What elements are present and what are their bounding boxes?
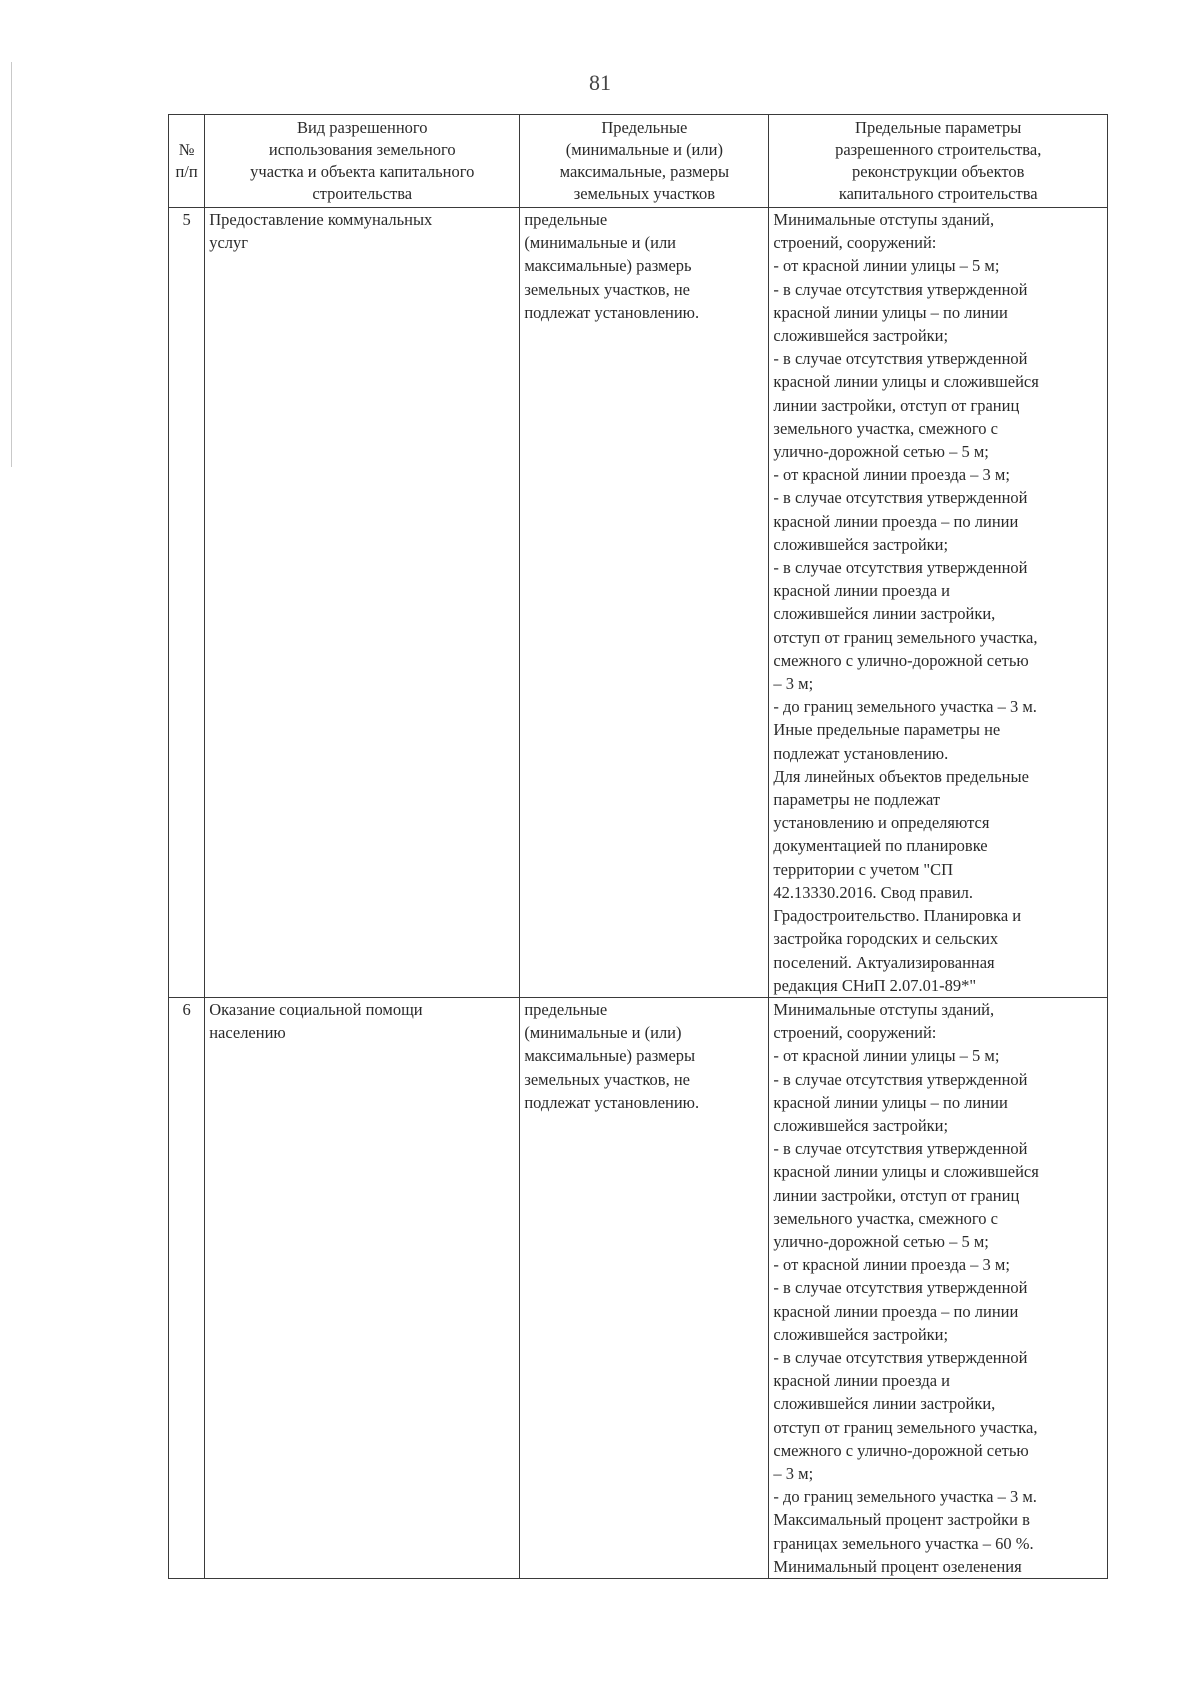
row-construction-parameters (769, 208, 1108, 998)
row-number: 6 (169, 997, 205, 1578)
text-line: земельного участка, смежного с (773, 418, 998, 438)
text-line: Минимальные отступы зданий, (773, 999, 995, 1019)
text-line: - в случае отсутствия утвержденной (773, 1069, 1028, 1089)
text-line: подлежат установлению. (524, 302, 700, 322)
text-line: (минимальные и (или (524, 233, 677, 253)
text-line: сложившейся застройки; (773, 534, 949, 554)
text-line: Предоставление коммунальных (209, 210, 433, 229)
text-line: - в случае отсутствия утвержденной (773, 1139, 1028, 1159)
text-line: - в случае отсутствия утвержденной (773, 349, 1028, 369)
text-line: - в случае отсутствия утвержденной (773, 1347, 1028, 1367)
text-line: территории с учетом "СП (773, 859, 954, 879)
zoning-regulations-table (168, 114, 1108, 1579)
text-line: использования земельного (268, 140, 456, 159)
text-line: населению (209, 1023, 286, 1043)
text-line: строительства (312, 184, 413, 203)
text-line: 42.13330.2016. Свод правил. (773, 882, 974, 902)
text-line: красной линии улицы и сложившейся (773, 1162, 1039, 1182)
text-line: красной линии улицы – по линии (773, 1092, 1008, 1112)
text-line: земельных участков, не (524, 1069, 690, 1089)
text-line: услуг (209, 233, 249, 253)
text-line: редакция СНиП 2.07.01-89*" (773, 975, 977, 995)
row-land-use-type (205, 208, 520, 998)
text-line: (минимальные и (или) (565, 140, 723, 159)
text-line: красной линии улицы – по линии (773, 302, 1008, 322)
text-line: - в случае отсутствия утвержденной (773, 279, 1028, 299)
text-line: границах земельного участка – 60 %. (773, 1533, 1034, 1553)
text-line: Градостроительство. Планировка и (773, 906, 1022, 926)
text-line: установлению и определяются (773, 813, 990, 833)
text-line: земельного участка, смежного с (773, 1208, 998, 1228)
text-line: красной линии проезда и (773, 581, 950, 601)
text-line: застройка городских и сельских (773, 929, 999, 949)
text-line: сложившейся линии застройки, (773, 604, 996, 624)
text-line: - от красной линии улицы – 5 м; (773, 1046, 1000, 1066)
text-line: Предельные параметры (855, 118, 1022, 137)
table-row (169, 997, 1108, 1578)
text-line: сложившейся застройки; (773, 326, 949, 346)
text-line: - до границ земельного участка – 3 м. (773, 1487, 1037, 1507)
header-number (169, 115, 205, 208)
text-line: участка и объекта капитального (250, 162, 475, 181)
text-line: поселений. Актуализированная (773, 952, 995, 972)
text-line: - в случае отсутствия утвержденной (773, 488, 1028, 508)
table-row (169, 208, 1108, 998)
text-line: сложившейся линии застройки, (773, 1394, 996, 1414)
text-line: максимальные) размеры (524, 1046, 696, 1066)
text-line: № (178, 140, 195, 159)
text-line: красной линии проезда – по линии (773, 1301, 1019, 1321)
text-line: сложившейся застройки; (773, 1115, 949, 1135)
text-line: - в случае отсутствия утвержденной (773, 558, 1028, 578)
text-line: отступ от границ земельного участка, (773, 1417, 1038, 1437)
text-line: подлежат установлению. (524, 1092, 700, 1112)
text-line: улично-дорожной сетью – 5 м; (773, 442, 989, 462)
scan-edge-line (11, 62, 12, 467)
text-line: Иные предельные параметры не (773, 720, 1001, 740)
header-construction-parameters (769, 115, 1108, 208)
text-line: земельных участков, не (524, 279, 690, 299)
text-line: Для линейных объектов предельные (773, 766, 1029, 786)
text-line: максимальные, размеры (559, 162, 730, 181)
text-line: Минимальный процент озеленения (773, 1556, 1022, 1576)
row-plot-size-limits (520, 997, 769, 1578)
row-plot-size-limits (520, 208, 769, 998)
text-line: Вид разрешенного (296, 118, 428, 137)
text-line: - от красной линии проезда – 3 м; (773, 465, 1010, 485)
table-header-row (169, 115, 1108, 208)
text-line: Предельные (601, 118, 688, 137)
header-land-use-type (205, 115, 520, 208)
row-construction-parameters (769, 997, 1108, 1578)
page-number: 81 (589, 70, 611, 95)
text-line: предельные (524, 999, 608, 1019)
text-line: сложившейся застройки; (773, 1324, 949, 1344)
row-land-use-type (205, 997, 520, 1578)
text-line: улично-дорожной сетью – 5 м; (773, 1231, 989, 1251)
text-line: (минимальные и (или) (524, 1023, 682, 1043)
text-line: - в случае отсутствия утвержденной (773, 1278, 1028, 1298)
text-line: Максимальный процент застройки в (773, 1510, 1030, 1530)
text-line: – 3 м; (773, 674, 814, 694)
text-line: линии застройки, отступ от границ (773, 1185, 1020, 1205)
text-line: земельных участков (573, 184, 715, 203)
text-line: отступ от границ земельного участка, (773, 627, 1038, 647)
text-line: параметры не подлежат (773, 790, 941, 810)
text-line: разрешенного строительства, (835, 140, 1042, 159)
row-number: 5 (169, 208, 205, 998)
text-line: - до границ земельного участка – 3 м. (773, 697, 1037, 717)
text-line: смежного с улично-дорожной сетью (773, 650, 1029, 670)
text-line: реконструкции объектов (852, 162, 1025, 181)
text-line: смежного с улично-дорожной сетью (773, 1440, 1029, 1460)
text-line: строений, сооружений: (773, 233, 937, 253)
text-line: капитального строительства (838, 184, 1038, 203)
text-line: – 3 м; (773, 1463, 814, 1483)
text-line: линии застройки, отступ от границ (773, 395, 1020, 415)
text-line: красной линии проезда и (773, 1371, 950, 1391)
text-line: красной линии улицы и сложившейся (773, 372, 1039, 392)
text-line: п/п (175, 162, 198, 181)
text-line: предельные (524, 210, 608, 229)
text-line: - от красной линии улицы – 5 м; (773, 256, 1000, 276)
text-line: строений, сооружений: (773, 1023, 937, 1043)
text-line: - от красной линии проезда – 3 м; (773, 1255, 1010, 1275)
header-plot-size-limits (520, 115, 769, 208)
text-line: Оказание социальной помощи (209, 999, 423, 1019)
text-line: красной линии проезда – по линии (773, 511, 1019, 531)
text-line: Минимальные отступы зданий, (773, 210, 995, 229)
text-line: максимальные) размерь (524, 256, 692, 276)
text-line: документацией по планировке (773, 836, 988, 856)
text-line: подлежат установлению. (773, 743, 949, 763)
